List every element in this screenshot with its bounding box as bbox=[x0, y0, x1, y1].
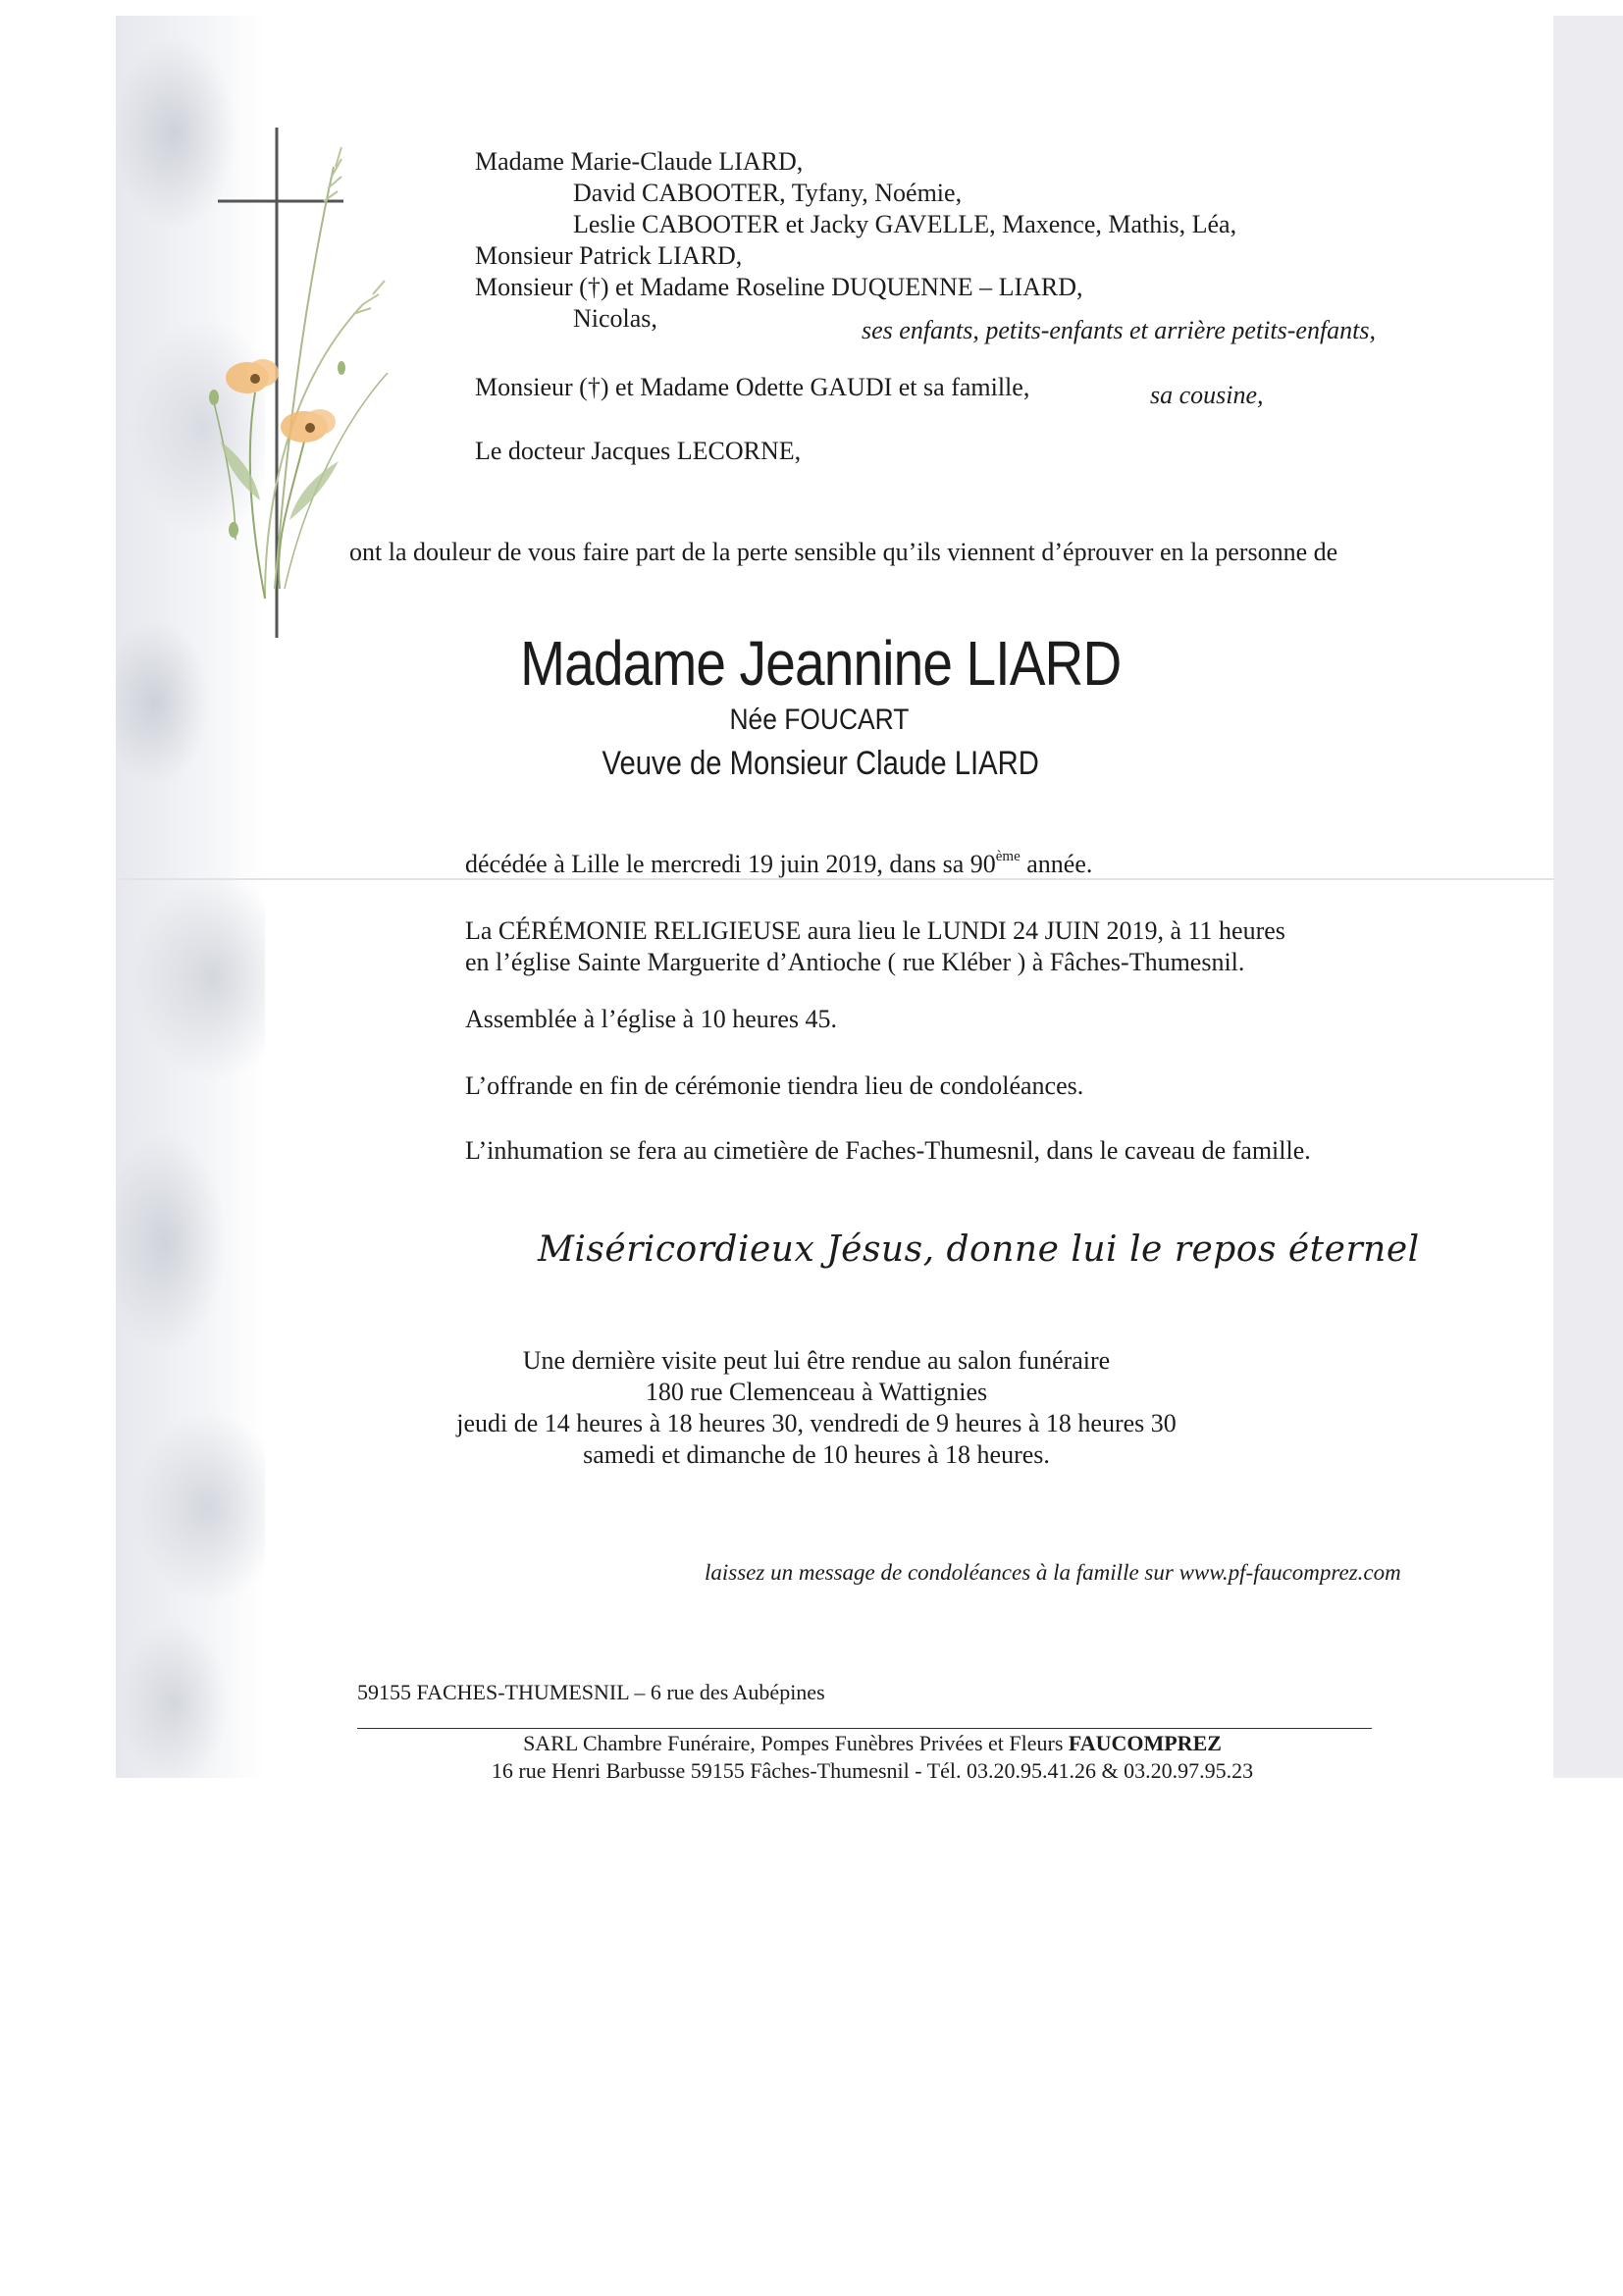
visit-line-4: samedi et dimanche de 10 heures à 18 heures. bbox=[583, 1440, 1050, 1469]
family-line-2: David CABOOTER, Tyfany, Noémie, bbox=[573, 179, 963, 207]
poppy-flower-icon bbox=[226, 359, 279, 393]
announcement-text: ont la douleur de vous faire part de la perte sensible qu’ils viennent d’éprouver en la personne de bbox=[349, 538, 1338, 566]
ceremony-offering: L’offrande en fin de cérémonie tiendra lieu de condoléances. bbox=[465, 1071, 1084, 1100]
family-relation-descendants: ses enfants, petits-enfants et arrière petits-enfants, bbox=[862, 316, 1377, 344]
poppy-flower-icon bbox=[281, 409, 336, 443]
poppy-bud-icon bbox=[338, 361, 345, 375]
death-date-ordinal: ème bbox=[995, 849, 1021, 864]
family-line-5: Monsieur (†) et Madame Roseline DUQUENNE – LIARD, bbox=[475, 273, 1083, 301]
poppy-bud-icon bbox=[229, 522, 238, 538]
ceremony-assembly: Assemblée à l’église à 10 heures 45. bbox=[465, 1005, 838, 1033]
family-address: 59155 FACHES-THUMESNIL – 6 rue des Aubépines bbox=[357, 1680, 825, 1704]
deceased-widow-of: Veuve de Monsieur Claude LIARD bbox=[602, 745, 1039, 782]
family-line-3: Leslie CABOOTER et Jacky GAVELLE, Maxence, Mathis, Léa, bbox=[573, 210, 1237, 238]
family-relation-cousin: sa cousine, bbox=[1150, 381, 1264, 409]
family-line-6: Nicolas, bbox=[573, 304, 657, 333]
ceremony-line-1: La CÉRÉMONIE RELIGIEUSE aura lieu le LUNDI 24 JUIN 2019, à 11 heures bbox=[465, 916, 1285, 945]
poppy-stem-icon bbox=[214, 402, 236, 540]
leaf-icon bbox=[221, 442, 260, 500]
family-line-4: Monsieur Patrick LIARD, bbox=[475, 241, 743, 270]
family-line-7: Monsieur (†) et Madame Odette GAUDI et sa famille, bbox=[475, 373, 1030, 401]
death-date-end: année. bbox=[1020, 850, 1093, 878]
visit-line-1: Une dernière visite peut lui être rendue au salon funéraire bbox=[522, 1346, 1111, 1375]
condolences-message: laissez un message de condoléances à la famille sur www.pf-faucomprez.com bbox=[705, 1560, 1401, 1585]
scan-margin-top bbox=[0, 0, 1623, 16]
visit-line-2: 180 rue Clemenceau à Wattignies bbox=[645, 1378, 988, 1406]
wheat-ear-icon bbox=[324, 147, 341, 201]
footer-company-name: FAUCOMPREZ bbox=[1068, 1731, 1222, 1755]
death-date-line bbox=[465, 850, 1092, 879]
ceremony-line-2: en l’église Sainte Marguerite d’Antioche ( rue Kléber ) à Fâches-Thumesnil. bbox=[465, 948, 1245, 976]
footer-address: 16 rue Henri Barbusse 59155 Fâches-Thumesnil - Tél. 03.20.95.41.26 & 03.20.97.95.23 bbox=[491, 1758, 1254, 1783]
prayer-script: Miséricordieux Jésus, donne lui le repos éternel bbox=[538, 1229, 1420, 1270]
footer-company-prefix: SARL Chambre Funéraire, Pompes Funèbres Privées et Fleurs bbox=[523, 1731, 1069, 1755]
scan-margin-right bbox=[1553, 16, 1623, 1778]
family-line-8: Le docteur Jacques LECORNE, bbox=[475, 437, 802, 465]
ceremony-burial: L’inhumation se fera au cimetière de Faches-Thumesnil, dans le caveau de famille. bbox=[465, 1136, 1311, 1165]
deceased-maiden-name: Née FOUCART bbox=[729, 704, 910, 736]
visit-line-3: jeudi de 14 heures à 18 heures 30, vendredi de 9 heures à 18 heures 30 bbox=[456, 1409, 1177, 1437]
poppy-bud-icon bbox=[209, 390, 219, 405]
deceased-name: Madame Jeannine LIARD bbox=[520, 628, 1122, 699]
footer-company bbox=[61, 1731, 1623, 1756]
death-date-text: décédée à Lille le mercredi 19 juin 2019, dans sa 90 bbox=[465, 850, 996, 878]
footer-rule bbox=[357, 1728, 1372, 1729]
family-line-1: Madame Marie-Claude LIARD, bbox=[475, 147, 804, 176]
